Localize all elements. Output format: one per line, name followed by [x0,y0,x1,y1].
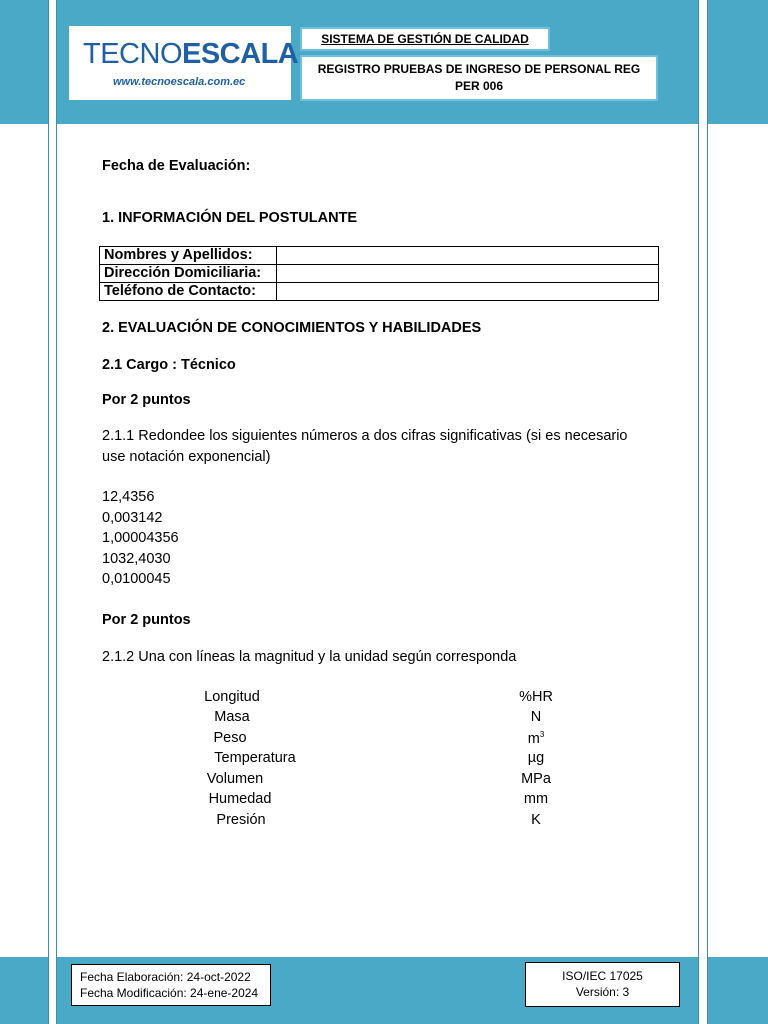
register-title-line2: PER 006 [454,79,504,93]
unit-item: %HR [519,689,553,705]
section1-title: 1. INFORMACIÓN DEL POSTULANTE [102,210,358,226]
info-label: Teléfono de Contacto: [100,283,277,301]
table-row [100,265,659,283]
table-row [100,247,659,265]
unit-item: N [530,709,542,725]
phone-field[interactable] [277,283,659,301]
logo-part1: TECNO [83,38,182,70]
magnitude-item: Humedad [208,791,272,807]
right-margin-strip [698,0,708,1024]
magnitude-item: Masa [214,709,250,725]
list-item: 0,003142 [102,510,163,526]
created-date: Fecha Elaboración: 24-oct-2022 [80,970,251,984]
cargo-heading: 2.1 Cargo : Técnico [102,357,236,373]
points-label: Por 2 puntos [102,392,191,408]
magnitude-item: Volumen [206,771,264,787]
info-label: Dirección Domiciliaria: [100,265,277,283]
footer-version-box [525,962,680,1007]
version-label: Versión: 3 [575,985,630,999]
logo-part2: ESCALA [182,38,299,70]
unit-item: K [531,812,541,828]
list-item: 1,00004356 [102,530,179,546]
logo-wordmark [83,38,298,71]
list-item: 1032,4030 [102,551,171,567]
unit-item: MPa [521,771,551,787]
unit-item: mm [523,791,549,807]
magnitude-item: Temperatura [214,750,296,766]
list-item: 0,0100045 [102,571,171,587]
logo-url: www.tecnoescala.com.ec [113,76,246,88]
table-row [100,283,659,301]
applicant-info-table [99,246,659,301]
unit-item [496,730,576,747]
standard-label: ISO/IEC 17025 [562,969,643,983]
register-title-box [300,55,658,101]
full-name-field[interactable] [277,247,659,265]
company-logo [69,26,299,100]
unit-superscript: 3 [539,730,545,739]
unit-base: m [527,730,540,747]
question-text: use notación exponencial) [102,449,271,465]
system-title: SISTEMA DE GESTIÓN DE CALIDAD [321,32,529,46]
modified-date: Fecha Modificación: 24-ene-2024 [80,986,259,1000]
eval-date-label: Fecha de Evaluación: [102,158,251,174]
unit-item: µg [527,750,545,766]
points-label: Por 2 puntos [102,612,191,628]
question-text: 2.1.1 Redondee los siguientes números a dos cifras significativas (si es necesario [102,428,628,444]
section2-title: 2. EVALUACIÓN DE CONOCIMIENTOS Y HABILIDADES [102,320,482,336]
address-field[interactable] [277,265,659,283]
magnitude-item: Peso [213,730,247,746]
left-margin-strip [48,0,57,1024]
list-item: 12,4356 [102,489,155,505]
system-title-box [300,27,550,51]
footer-dates-box [71,964,271,1006]
info-label: Nombres y Apellidos: [100,247,277,265]
magnitude-item: Longitud [204,689,260,705]
register-title-line1: REGISTRO PRUEBAS DE INGRESO DE PERSONAL REG [317,62,641,76]
question-text: 2.1.2 Una con líneas la magnitud y la unidad según corresponda [102,649,517,665]
magnitude-item: Presión [216,812,266,828]
